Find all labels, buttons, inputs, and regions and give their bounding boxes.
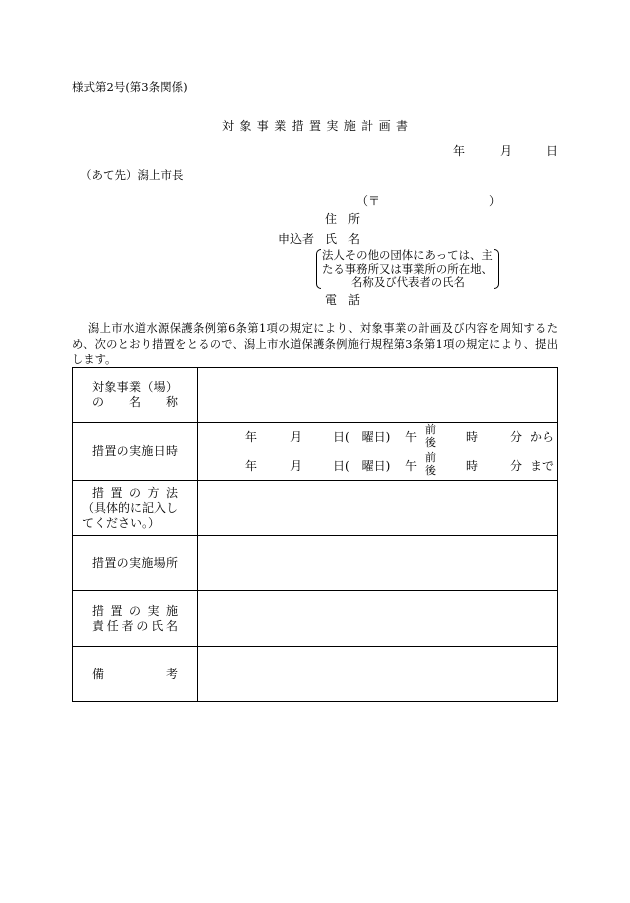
label-line: 措置の実施日時 — [92, 444, 178, 458]
end-am-mark: 前 — [425, 451, 436, 464]
end-year-label: 年 — [245, 459, 258, 473]
postal-code-close: ） — [489, 194, 502, 208]
end-hour-label: 時 — [466, 459, 479, 473]
date-day-label: 日 — [546, 144, 559, 158]
table-row-datetime — [73, 423, 557, 481]
start-meridiem-prefix: 午 — [405, 430, 418, 444]
label-cell — [73, 481, 198, 535]
body-text-line: め、次のとおり措置をとるので、潟上市水道保護条例施行規程第3条第1項の規定により、提出 — [72, 338, 558, 351]
phone-label: 電話 — [325, 293, 372, 307]
label-line: 責任者の氏名 — [92, 618, 178, 633]
value-cell — [198, 481, 557, 535]
end-meridiem-prefix: 午 — [405, 459, 418, 473]
corporate-note-line: 名称及び代表者の氏名 — [351, 275, 465, 289]
label-line: 措置の実施 — [92, 603, 178, 618]
end-day-weekday-label: 日( 曜日) — [333, 459, 391, 473]
label-line: 措置の方法 — [92, 485, 178, 500]
table-row-responsible-person — [73, 591, 557, 647]
value-cell — [198, 591, 557, 646]
label-line: 備考 — [92, 666, 178, 681]
plan-table — [72, 367, 558, 702]
end-pm-mark: 後 — [425, 464, 436, 477]
label-line: の名称 — [92, 395, 178, 409]
table-row-remarks — [73, 647, 557, 701]
start-minute-label: 分 — [510, 430, 523, 444]
from-label: から — [530, 430, 555, 444]
form-number: 様式第2号(第3条関係) — [72, 80, 188, 94]
until-label: まで — [530, 459, 555, 473]
table-row-target-name — [73, 368, 557, 423]
corporate-note-line: 法人その他の団体にあっては、主 — [322, 248, 493, 262]
value-cell — [198, 536, 557, 590]
label-line: 対象事業（場） — [92, 380, 178, 394]
applicant-role-label: 申込者 — [278, 232, 315, 246]
datetime-cell — [198, 423, 557, 480]
addressee: （あて先）潟上市長 — [80, 168, 184, 182]
label-line: （具体的に記入し — [82, 500, 179, 515]
table-row-method — [73, 481, 557, 536]
postal-code-open: （〒 — [356, 194, 381, 208]
note-right-bracket — [494, 249, 499, 289]
label-cell — [73, 591, 198, 646]
label-line: 措置の実施場所 — [92, 555, 178, 570]
label-cell — [73, 647, 198, 701]
start-month-label: 月 — [290, 430, 303, 444]
body-text-line: 潟上市水道水源保護条例第6条第1項の規定により、対象事業の計画及び内容を周知するた — [88, 322, 558, 335]
corporate-note — [318, 248, 498, 290]
corporate-note-line: たる事務所又は事業所の所在地、 — [322, 261, 493, 276]
date-year-label: 年 — [453, 144, 466, 158]
value-cell — [198, 647, 557, 701]
end-minute-label: 分 — [510, 459, 523, 473]
start-day-weekday-label: 日( 曜日) — [333, 430, 391, 444]
form-title: 対象事業措置実施計画書 — [222, 119, 414, 133]
start-hour-label: 時 — [466, 430, 479, 444]
table-row-location — [73, 536, 557, 591]
start-am-mark: 前 — [425, 423, 436, 436]
name-label: 氏名 — [325, 232, 372, 246]
label-line: てください。） — [82, 515, 161, 530]
label-cell — [73, 536, 198, 590]
start-pm-mark: 後 — [425, 436, 436, 449]
address-label: 住所 — [325, 212, 372, 226]
start-year-label: 年 — [245, 430, 258, 444]
label-cell — [73, 368, 198, 422]
date-month-label: 月 — [500, 144, 513, 158]
end-month-label: 月 — [290, 459, 303, 473]
value-cell — [198, 368, 557, 422]
body-text-line: します。 — [72, 353, 117, 366]
label-cell — [73, 423, 198, 480]
